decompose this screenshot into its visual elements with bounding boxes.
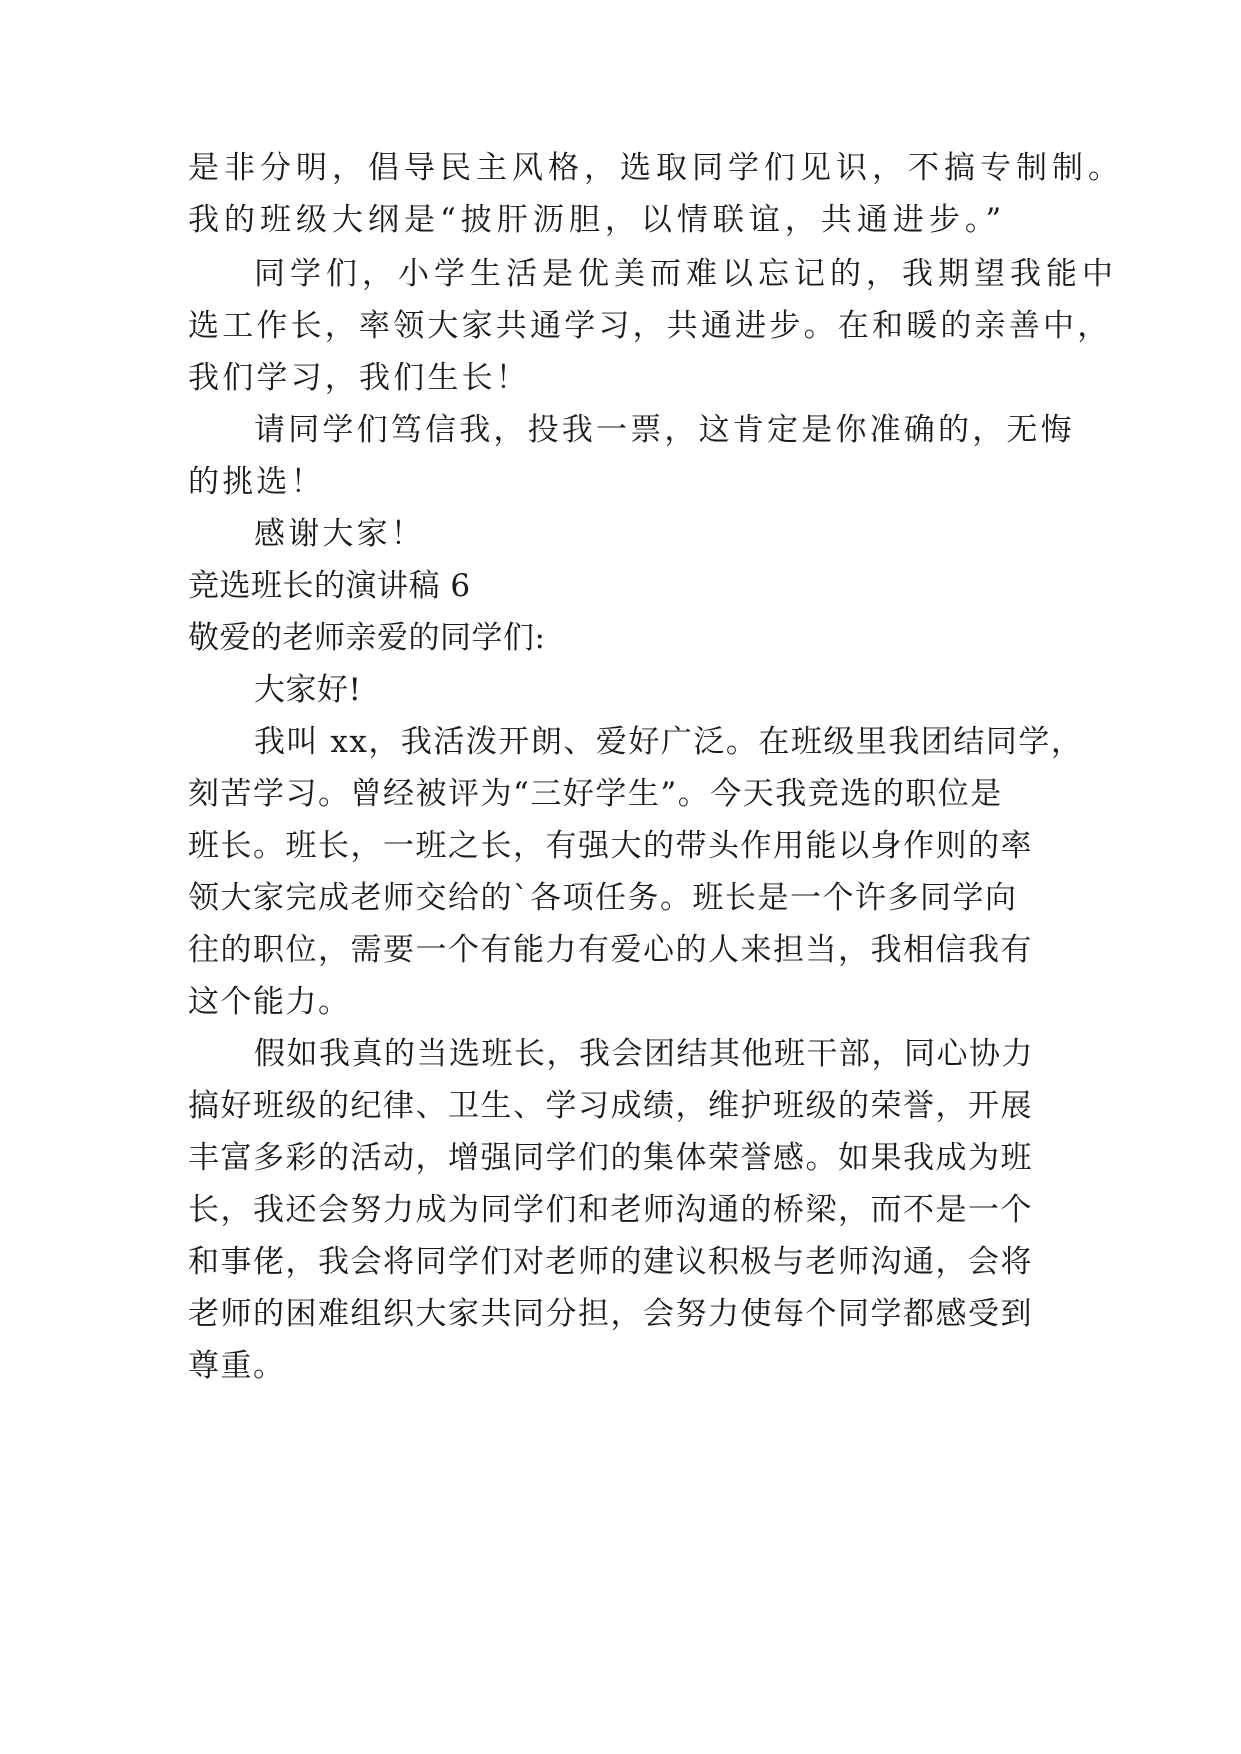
text-line: 选工作长，率领大家共通学习，共通进步。在和暖的亲善中，	[188, 308, 1112, 344]
text-line: 感谢大家！	[254, 516, 425, 552]
text-line: 往的职位，需要一个有能力有爱心的人来担当，我相信我有	[188, 932, 1033, 968]
text-line: 是非分明，倡导民主风格，选取同学们见识，不搞专制制。	[188, 150, 1124, 186]
text-line: 领大家完成老师交给的`各项任务。班长是一个许多同学向	[188, 880, 1018, 916]
section-heading: 竞选班长的演讲稿 6	[188, 568, 471, 604]
text-line: 丰富多彩的活动，增强同学们的集体荣誉感。如果我成为班	[188, 1140, 1033, 1176]
text-line: 长，我还会努力成为同学们和老师沟通的桥梁，而不是一个	[188, 1192, 1033, 1228]
text-line: 刻苦学习。曾经被评为“三好学生”。今天我竞选的职位是	[188, 776, 1003, 812]
salutation: 敬爱的老师亲爱的同学们:	[188, 620, 546, 656]
text-line: 我的班级大纲是“披肝沥胆，以情联谊，共通进步。”	[188, 202, 1007, 238]
text-line: 和事佬，我会将同学们对老师的建议积极与老师沟通，会将	[188, 1244, 1033, 1280]
text-line: 老师的困难组织大家共同分担，会努力使每个同学都感受到	[188, 1296, 1033, 1332]
greeting: 大家好!	[254, 672, 362, 708]
text-line: 假如我真的当选班长，我会团结其他班干部，同心协力	[254, 1036, 1034, 1072]
text-line: 班长。班长，一班之长，有强大的带头作用能以身作则的率	[188, 828, 1033, 864]
text-line: 这个能力。	[188, 984, 351, 1020]
text-line: 同学们，小学生活是优美而难以忘记的，我期望我能中	[254, 256, 1118, 292]
text-line: 我们学习，我们生长！	[188, 360, 530, 396]
text-line: 搞好班级的纪律、卫生、学习成绩，维护班级的荣誉，开展	[188, 1088, 1033, 1124]
text-line: 请同学们笃信我，投我一票，这肯定是你准确的，无悔	[254, 412, 1075, 448]
text-line: 的挑选！	[188, 464, 325, 500]
text-line: 我叫 xx，我活泼开朗、爱好广泛。在班级里我团结同学，	[254, 724, 1084, 760]
text-line: 尊重。	[188, 1348, 286, 1384]
document-page	[188, 0, 1124, 1754]
